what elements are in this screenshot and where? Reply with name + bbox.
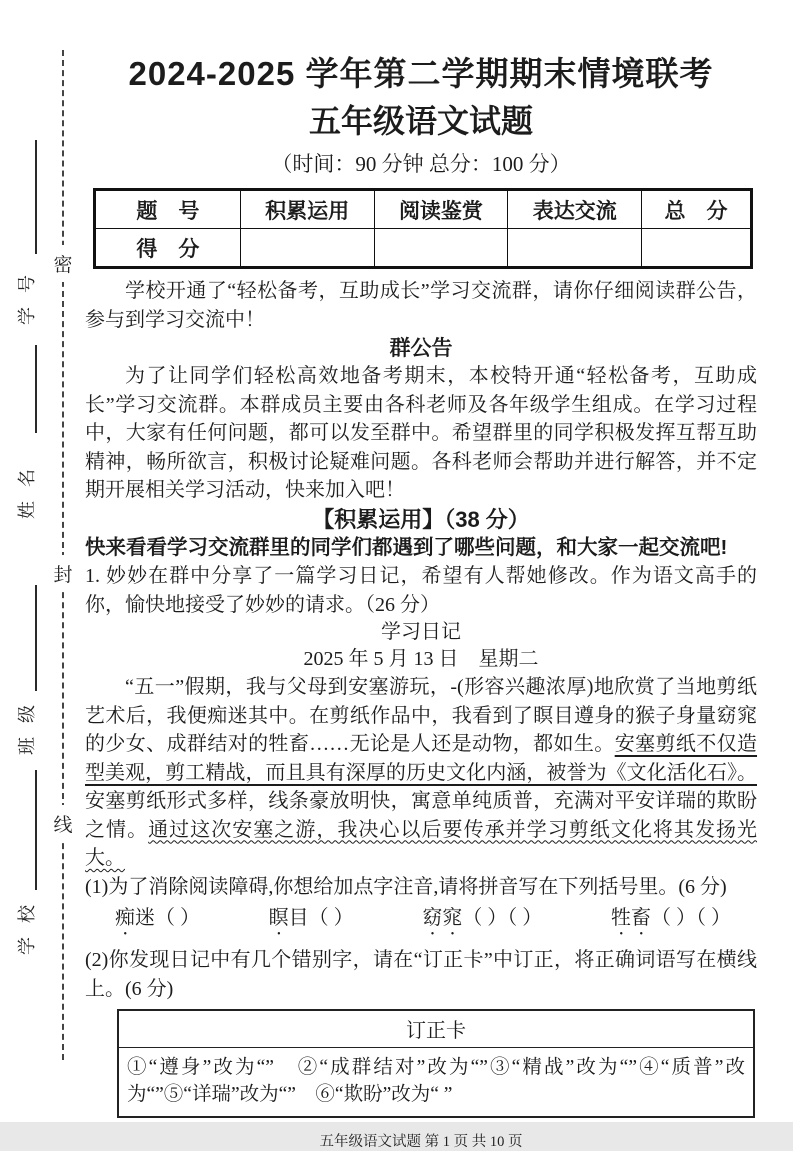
exam-subtitle: 五年级语文试题 [308,102,533,139]
correction-card-body: ①“遵身”改为“” ②“成群结对”改为“”③“精战”改为“”④“质普”改为“”⑤“详瑞”改为“” ⑥“欺盼”改为“ ” [127,1057,745,1106]
correction-card-title: 订正卡 [119,1011,753,1048]
score-header-question: 题 号 [95,190,241,229]
score-header-expression: 表达交流 [508,190,642,229]
name-blank-line [35,345,37,433]
diary-part-2: 安塞剪纸形式多样，线条豪放明快，寓意单纯质普，充满对平安详瑞的欺盼之情。 [85,790,757,841]
pinyin-item-chimi: 痴迷（ ） [115,907,200,930]
school-blank-line [35,770,37,890]
main-content [85,52,757,1151]
diary-underlined-sentence: 安塞剪纸不仅造型美观，剪工精战，而且具有深厚的历史文化内涵，被誉为《文化活化石》。 [85,733,758,784]
pinyin-item-shengchu: 牲畜（ ）（ ） [610,907,731,930]
score-table-score-row [95,229,752,268]
student-id-blank-line [35,140,37,254]
score-cell-accumulate [240,229,374,268]
student-id-label: 学号 [17,261,37,325]
name-label: 姓名 [17,455,37,519]
score-table [93,188,753,269]
section1-heading: 【积累运用】（38 分） [312,506,530,532]
diary-date: 2025 年 5 月 13 日 星期二 [303,648,539,671]
pinyin-item-yaotiao: 窈窕（ ）（ ） [422,907,543,930]
seal-char-mi: 密 [50,245,76,282]
score-row-label: 得 分 [95,229,241,268]
score-cell-expression [508,229,642,268]
seal-char-xian: 线 [50,805,76,842]
score-table-header-row [95,190,752,229]
school-label: 学校 [17,891,37,955]
correction-card [117,1009,755,1118]
intro-paragraph: 学校开通了“轻松备考，互助成长”学习交流群，请你仔细阅读群公告，参与到学习交流中！ [85,280,757,331]
question-1: 1. 妙妙在群中分享了一篇学习日记，希望有人帮她修改。作为语文高手的你，愉快地接受了妙妙的请求。（26 分） [85,565,757,616]
exam-time-score: （时间：90 分钟 总分：100 分） [271,152,571,177]
score-header-total: 总 分 [642,190,752,229]
subquestion-2: (2)你发现日记中有几个错别字，请在“订正卡”中订正，将正确词语写在横线上。(6 分) [85,949,757,1000]
score-cell-reading [374,229,508,268]
subquestion-1: (1)为了消除阅读障碍,你想给加点字注音,请将拼音写在下列括号里。(6 分) [85,875,727,898]
diary-title: 学习日记 [381,621,461,644]
pinyin-item-mingmu: 瞑目（ ） [268,907,354,930]
diary-text [85,673,757,873]
exam-title: 2024-2025 学年第二学期期末情境联考 [128,55,714,92]
diary-part-1: “五一”假期，我与父母到安塞游玩，-(形容兴趣浓厚)地欣赏了当地剪纸艺术后，我便痴迷其中。在剪纸作品中，我看到了瞑目遵身的猴子身量窈窕的少女、成群结对的牲畜……无论是人还是动物，都如生。 [85,676,757,756]
diary-wavy-sentence: 通过这次安塞之游，我决心以后要传承并学习剪纸文化将其发扬光大。 [85,818,758,870]
class-label: 班级 [17,691,37,755]
notice-title: 群公告 [389,336,453,361]
notice-body: 为了让同学们轻松高效地备考期末，本校特开通“轻松备考，互助成长”学习交流群。本群成员主要由各科老师及各年级学生组成。在学习过程中，大家有任何问题，都可以发至群中。希望群里的同学积极发挥互帮互助精神，畅所欲言，积极讨论疑难问题。各科老师会帮助并进行解答，并不定期开展相关学习活动，快来加入吧！ [85,365,757,502]
score-cell-total [642,229,752,268]
score-header-accumulate: 积累运用 [240,190,374,229]
score-header-reading: 阅读鉴赏 [374,190,508,229]
class-blank-line [35,585,37,691]
pinyin-items-row [85,901,757,946]
section1-lead: 快来看看学习交流群里的同学们都遇到了哪些问题，和大家一起交流吧! [85,535,728,559]
seal-char-feng: 封 [50,555,76,592]
page-footer: 五年级语文试题 第 1 页 共 10 页 [319,1134,523,1151]
